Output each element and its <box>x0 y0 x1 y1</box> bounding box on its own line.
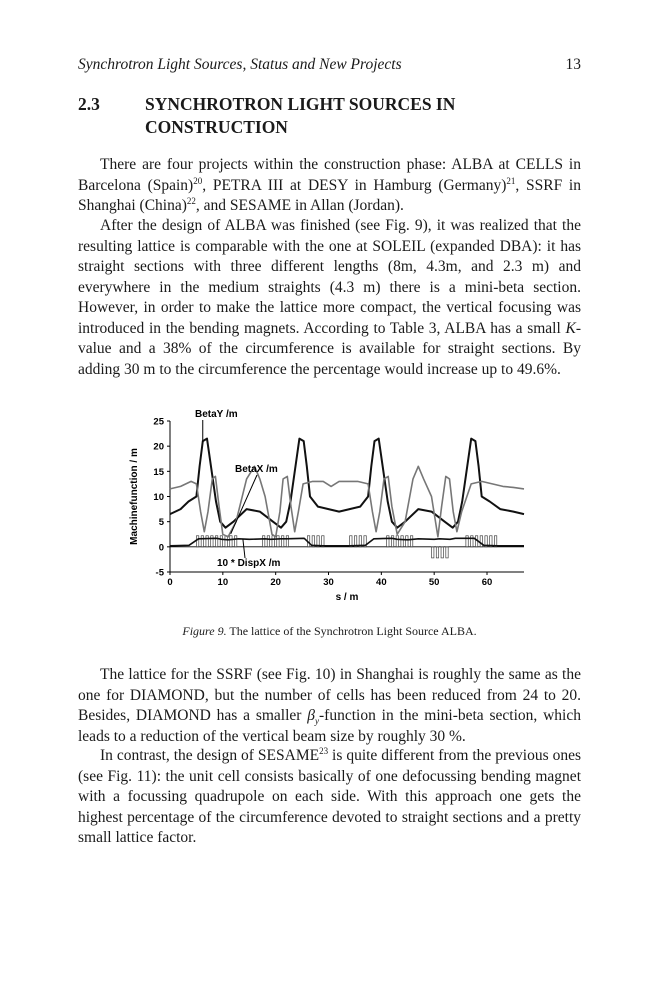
magnet-element <box>277 536 279 547</box>
magnet-element <box>480 536 482 547</box>
p1-text-2: , PETRA III at DESY in Hamburg (Germany) <box>202 176 507 194</box>
p4-text-2: is quite different from the previous ones (see Fig. 11): the unit cell consists basically of one defocussing bending magnet with a focussing quadrupole on each side. With this approach one gets the highest percentage of the circumference devoted to straight sections and a pretty small lattice factor. <box>78 747 581 846</box>
paragraph-ssrf <box>78 665 581 747</box>
x-axis-title: s / m <box>335 592 359 603</box>
x-tick-label: 20 <box>270 577 281 588</box>
magnet-element <box>471 536 473 547</box>
x-tick-label: 40 <box>376 577 387 588</box>
x-tick-label: 60 <box>481 577 493 588</box>
ref-21: 21 <box>506 175 516 186</box>
p1-text-3: , SSRF in Shanghai (China) <box>78 176 581 214</box>
y-axis-title: Machinefunction / m <box>129 448 140 545</box>
magnet-element <box>286 536 288 547</box>
y-tick-label: 0 <box>158 542 164 554</box>
magnet-element <box>466 536 468 547</box>
caption-text: The lattice of the Synchrotron Light Source ALBA. <box>226 624 477 638</box>
y-tick-label: 15 <box>153 466 164 478</box>
magnet-element <box>396 536 398 547</box>
magnet-element <box>234 536 236 547</box>
magnet-element <box>446 547 448 558</box>
magnet-element <box>272 536 274 547</box>
section-title <box>145 93 545 139</box>
figure-alba-lattice <box>125 406 535 611</box>
magnet-element <box>220 536 222 547</box>
ref-23: 23 <box>319 745 329 756</box>
magnet-element <box>410 536 412 547</box>
y-tick-label: -5 <box>155 567 164 579</box>
magnet-element <box>267 536 269 547</box>
beta-subscript: y <box>315 716 320 727</box>
p2-text-2: -value and a 38% of the circumference is available for straight sections. By adding 30 m to the circumference the percentage would increase up to 49.6%. <box>78 319 581 378</box>
magnet-element <box>391 536 393 547</box>
page-number: 13 <box>565 56 581 73</box>
magnet-element <box>196 536 198 547</box>
p3-text-2: -function in the mini-beta section, which leads to a reduction of the vertical beam size by roughly 30 %. <box>78 707 581 745</box>
magnet-element <box>215 536 217 547</box>
x-tick-label: 10 <box>217 577 229 588</box>
magnet-element <box>387 536 389 547</box>
paragraph-alba <box>78 216 581 380</box>
p1-text-4: , and SESAME in Allan (Jordan). <box>195 197 404 214</box>
running-head <box>78 56 581 74</box>
annotation-betax: BetaX /m <box>235 464 278 475</box>
y-tick-label: 10 <box>153 492 164 503</box>
annotation-dispx-pointer <box>243 539 245 558</box>
magnet-element <box>441 547 443 558</box>
annotation-betay: BetaY /m <box>195 409 238 420</box>
ref-20: 20 <box>193 175 203 186</box>
k-symbol: K <box>565 319 576 337</box>
section-number: 2.3 <box>78 94 100 114</box>
magnet-element <box>281 536 283 547</box>
magnet-element <box>432 547 434 558</box>
paragraph-projects <box>78 155 581 217</box>
magnet-element <box>225 536 227 547</box>
magnet-element <box>230 536 232 547</box>
series-layer <box>170 439 524 546</box>
magnet-element <box>201 536 203 547</box>
magnet-element <box>206 536 208 547</box>
y-tick-label: 5 <box>158 517 164 529</box>
figure-caption <box>0 624 659 639</box>
magnet-element <box>406 536 408 547</box>
running-head-title: Synchrotron Light Sources, Status and New Projects <box>78 56 402 73</box>
beta-symbol: $\beta_y$ <box>307 707 320 727</box>
magnet-element <box>211 536 213 547</box>
p1-text-1: There are four projects within the construction phase: ALBA at CELLS in Barcelona (Spain) <box>78 156 581 194</box>
y-tick-label: 20 <box>153 441 164 453</box>
annotation-betax-pointer <box>231 475 257 534</box>
y-tick-label: 25 <box>153 416 164 428</box>
p4-text-1: In contrast, the design of SESAME <box>100 747 320 764</box>
annotation-dispx: 10 * DispX /m <box>217 558 281 569</box>
p3-text-1: The lattice for the SSRF (see Fig. 10) in Shanghai is roughly the same as the one for DIAMOND, but the number of cells has been reduced from 24 to 20. Besides, DIAMOND has a smaller <box>78 666 581 724</box>
x-tick-label: 30 <box>323 577 334 588</box>
magnet-element <box>436 547 438 558</box>
x-tick-label: 50 <box>428 577 440 588</box>
section-title-line1: SYNCHROTRON LIGHT SOURCES IN <box>145 94 456 114</box>
section-title-line2: CONSTRUCTION <box>145 117 288 137</box>
magnet-element <box>401 536 403 547</box>
x-tick-label: 0 <box>167 577 173 588</box>
magnet-element <box>262 536 264 547</box>
p2-text-1: After the design of ALBA was finished (see Fig. 9), it was realized that the resulting lattice is comparable with the one at SOLEIL (expanded DBA): it has straight sections with three different lengths (8m, 4.3m, and 2.3 m) and everywhere in the medium straights (4.3 m) there is a mini-beta section. However, in order to make the lattice more compact, the vertical focusing was introduced in the bending magnets. According to Table 3, ALBA has a small <box>78 217 581 337</box>
paragraph-sesame <box>78 746 581 849</box>
caption-label: Figure 9. <box>182 624 227 638</box>
series-line-0 <box>170 439 524 528</box>
lattice-chart <box>125 406 535 611</box>
ref-22: 22 <box>186 195 196 206</box>
